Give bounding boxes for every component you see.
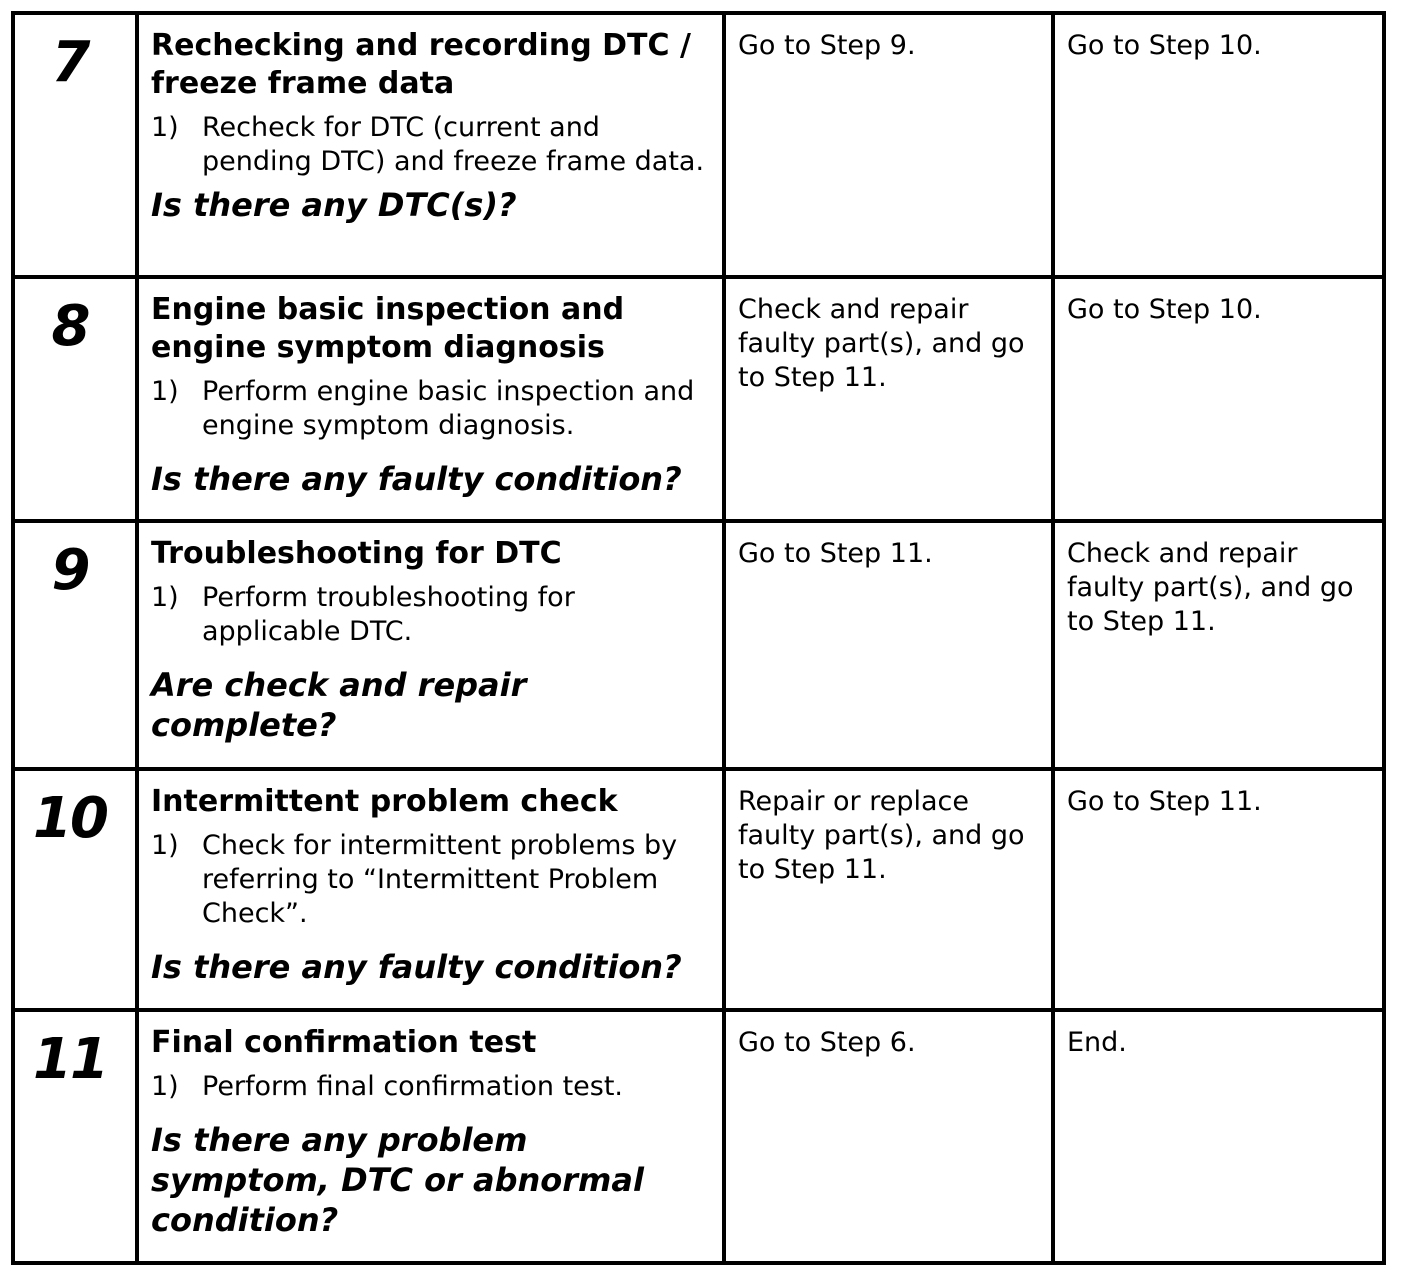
- no-result: Go to Step 10.: [1067, 294, 1262, 325]
- step-question: Is there any faulty condition?: [151, 948, 682, 986]
- sub-step-index: 1): [151, 582, 179, 613]
- no-result: Check and repair faulty part(s), and go to Step 11.: [1067, 538, 1354, 637]
- sub-step-text: Perform engine basic inspection and engine symptom diagnosis.: [202, 376, 695, 441]
- yes-cell: [724, 13, 1053, 277]
- yes-result: Go to Step 11.: [738, 538, 933, 569]
- sub-step-text: Recheck for DTC (current and pending DTC) and freeze frame data.: [202, 112, 705, 177]
- action-cell: [137, 277, 724, 521]
- sub-step: [151, 1070, 710, 1104]
- diagnostic-steps-table: [11, 11, 1386, 1265]
- step-number-cell: [13, 277, 137, 521]
- step-number: 10: [33, 786, 107, 851]
- action-cell: [137, 13, 724, 277]
- table-row: [13, 277, 1384, 521]
- sub-step: [151, 581, 710, 649]
- step-title: Final confirmation test: [151, 1025, 537, 1060]
- no-cell: [1053, 277, 1384, 521]
- no-cell: [1053, 521, 1384, 769]
- yes-result: Go to Step 9.: [738, 30, 916, 61]
- step-title: Rechecking and recording DTC / freeze frame data: [151, 28, 691, 101]
- step-number-cell: [13, 769, 137, 1010]
- step-number: 7: [51, 30, 89, 95]
- sub-step: [151, 375, 710, 443]
- step-question: Is there any faulty condition?: [151, 460, 682, 498]
- step-question: Is there any DTC(s)?: [151, 186, 517, 224]
- no-cell: [1053, 769, 1384, 1010]
- sub-step: [151, 829, 710, 931]
- yes-cell: [724, 277, 1053, 521]
- no-result: Go to Step 11.: [1067, 786, 1262, 817]
- step-number-cell: [13, 1010, 137, 1263]
- sub-step-index: 1): [151, 376, 179, 407]
- step-question: Are check and repair complete?: [151, 666, 527, 744]
- sub-step-text: Perform final confirmation test.: [202, 1071, 624, 1102]
- step-number: 8: [51, 294, 89, 359]
- step-number: 11: [33, 1027, 107, 1092]
- yes-cell: [724, 1010, 1053, 1263]
- step-number: 9: [51, 538, 89, 603]
- sub-step-text: Check for intermittent problems by referring to “Intermittent Problem Check”.: [202, 830, 678, 929]
- yes-result: Repair or replace faulty part(s), and go to Step 11.: [738, 786, 1025, 885]
- action-cell: [137, 1010, 724, 1263]
- sub-step-index: 1): [151, 1071, 179, 1102]
- no-result: Go to Step 10.: [1067, 30, 1262, 61]
- action-cell: [137, 769, 724, 1010]
- step-question: Is there any problem symptom, DTC or abnormal condition?: [151, 1121, 644, 1239]
- no-cell: [1053, 1010, 1384, 1263]
- no-cell: [1053, 13, 1384, 277]
- step-number-cell: [13, 521, 137, 769]
- sub-step-index: 1): [151, 112, 179, 143]
- sub-step-index: 1): [151, 830, 179, 861]
- yes-result: Check and repair faulty part(s), and go to Step 11.: [738, 294, 1025, 393]
- yes-cell: [724, 769, 1053, 1010]
- yes-result: Go to Step 6.: [738, 1027, 916, 1058]
- table-row: [13, 13, 1384, 277]
- action-cell: [137, 521, 724, 769]
- step-title: Troubleshooting for DTC: [151, 536, 562, 571]
- table-row: [13, 521, 1384, 769]
- sub-step: [151, 111, 710, 179]
- step-number-cell: [13, 13, 137, 277]
- step-title: Engine basic inspection and engine symptom diagnosis: [151, 292, 625, 365]
- no-result: End.: [1067, 1027, 1127, 1058]
- table-row: [13, 1010, 1384, 1263]
- table-row: [13, 769, 1384, 1010]
- sub-step-text: Perform troubleshooting for applicable DTC.: [202, 582, 575, 647]
- step-title: Intermittent problem check: [151, 784, 618, 819]
- yes-cell: [724, 521, 1053, 769]
